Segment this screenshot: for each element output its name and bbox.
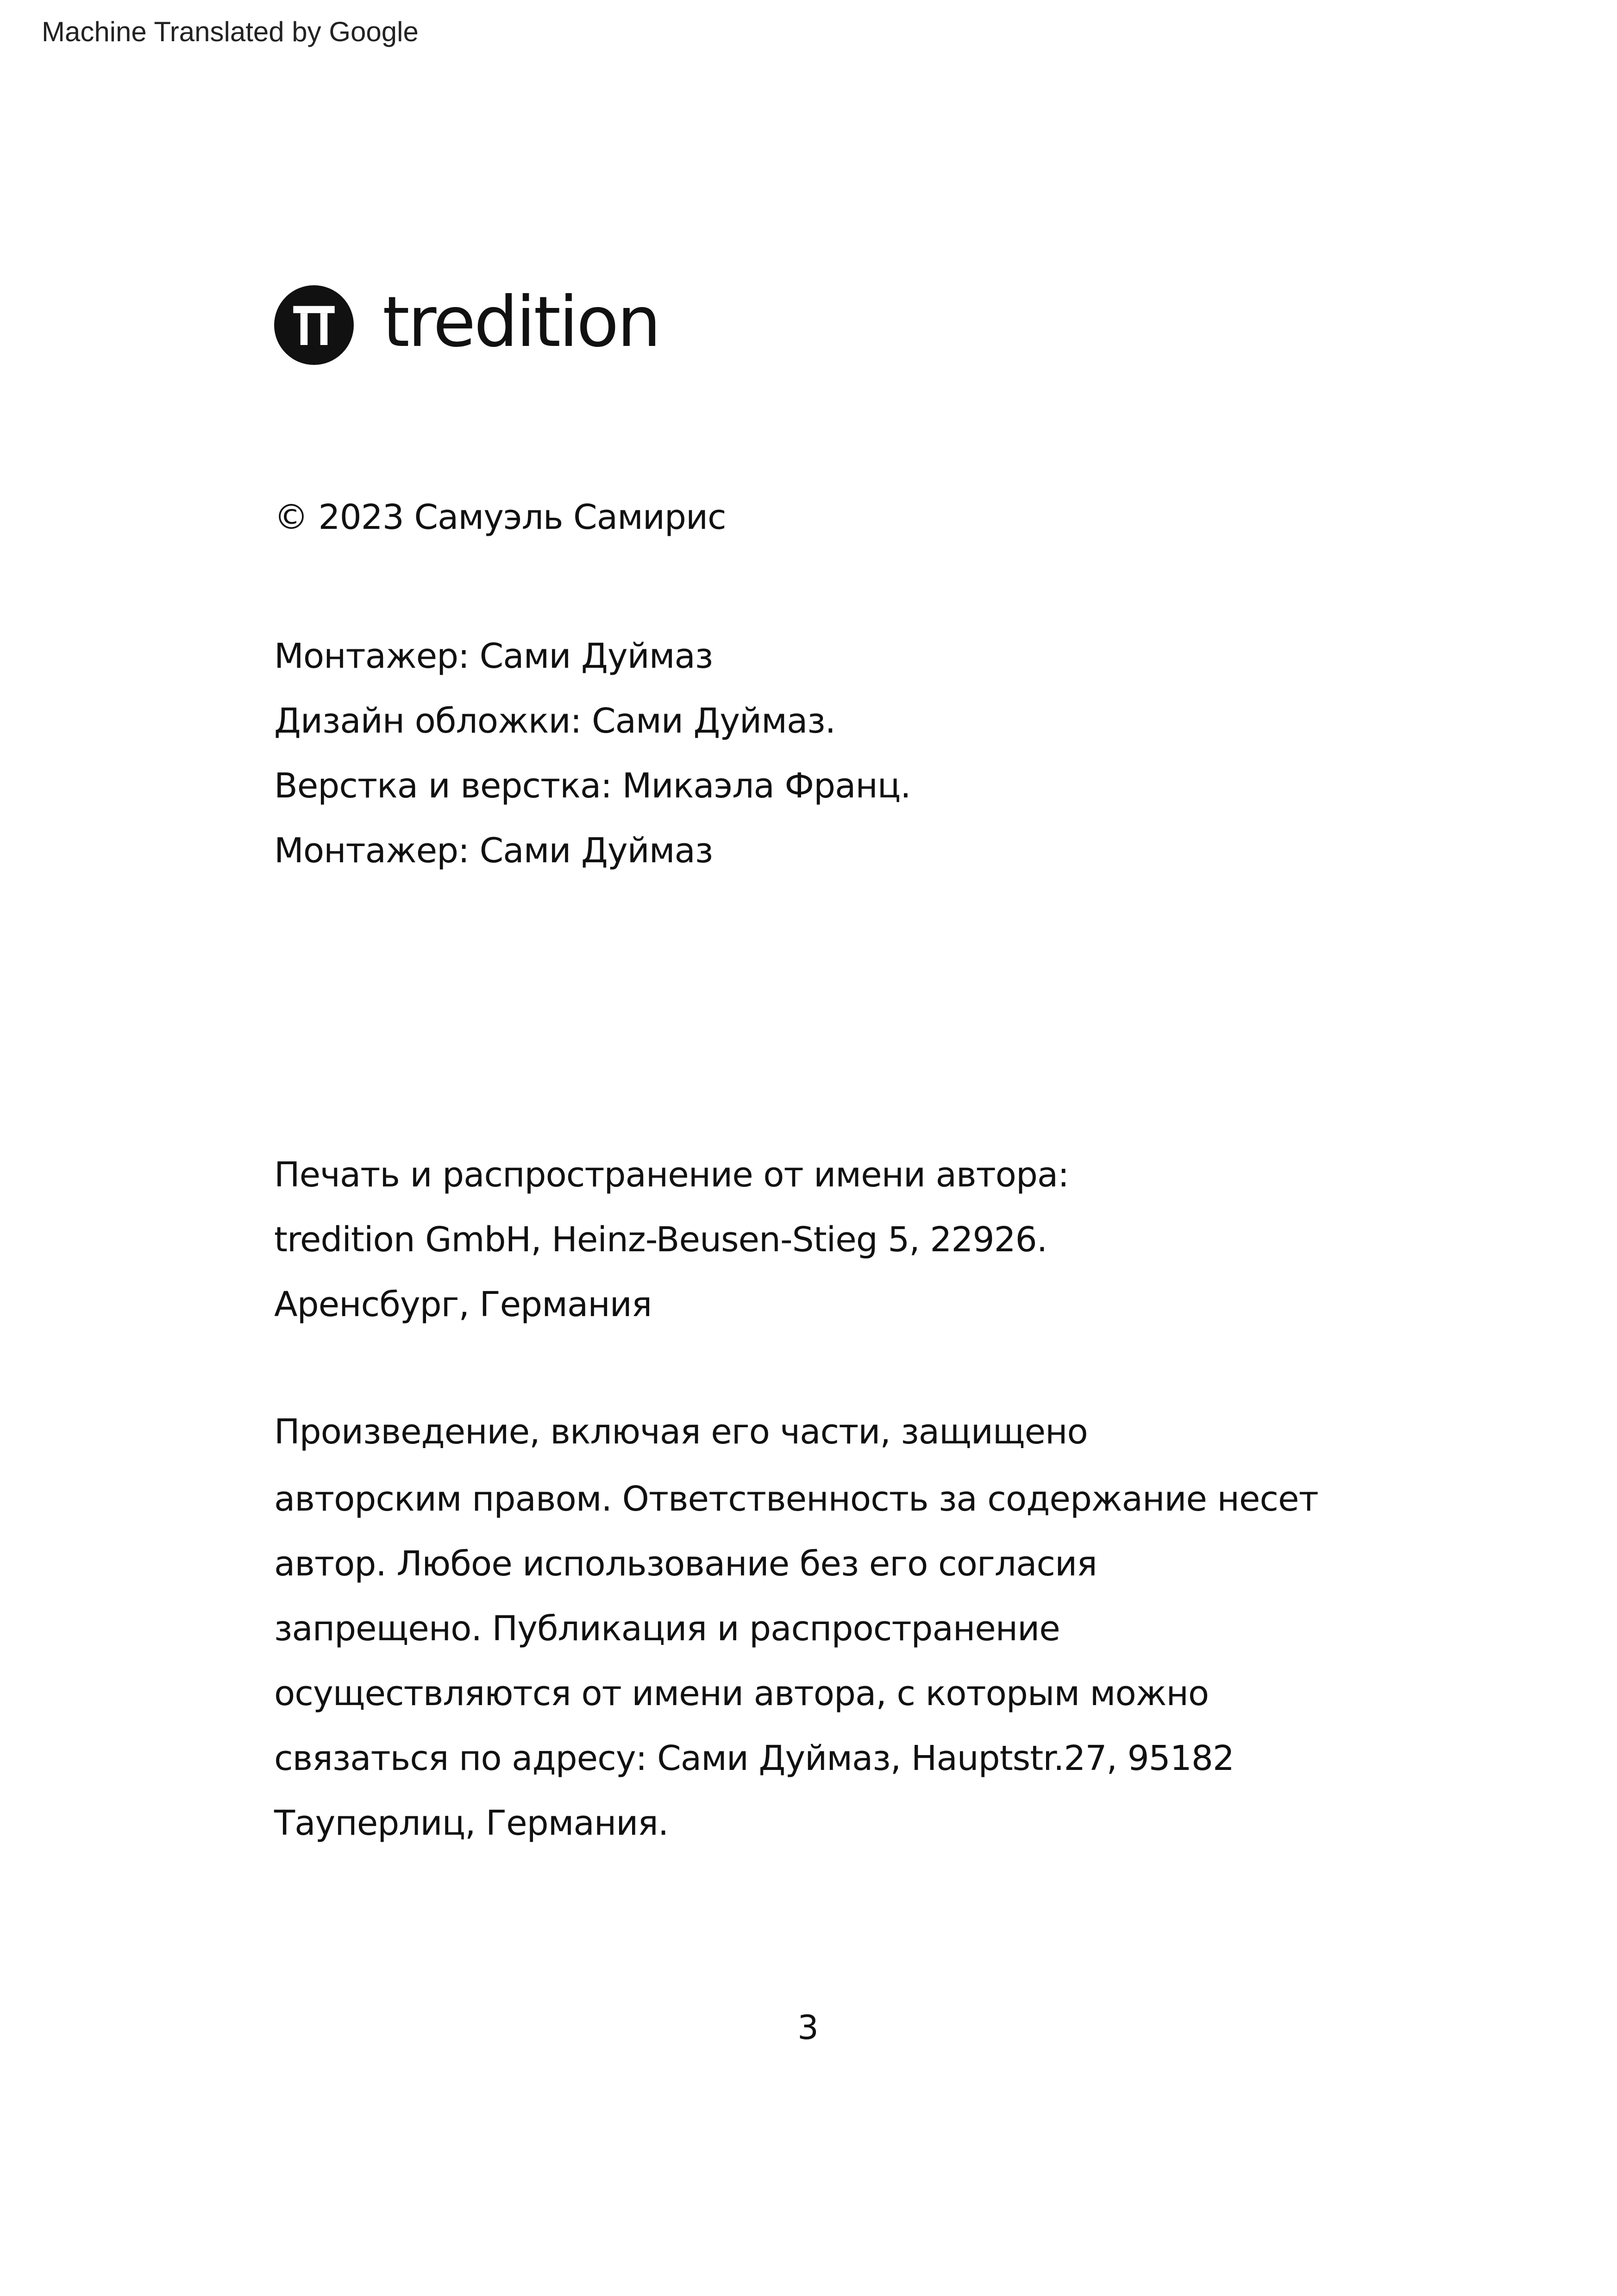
rights-line: запрещено. Публикация и распространение — [274, 1609, 1060, 1649]
logo-wordmark: tredition — [382, 282, 659, 363]
machine-translated-banner: Machine Translated by Google — [42, 16, 419, 47]
publisher-line: Печать и распространение от имени автора: — [274, 1155, 1069, 1195]
credit-line: Монтажер: Сами Дуймаз — [274, 831, 713, 871]
rights-line: осуществляются от имени автора, с которым можно — [274, 1674, 1209, 1713]
credit-line: Верстка и верстка: Микаэла Франц. — [274, 766, 911, 806]
publisher-line: tredition GmbH, Heinz-Beusen-Stieg 5, 22926. — [274, 1220, 1047, 1260]
rights-line: автор. Любое использование без его согласия — [274, 1544, 1097, 1584]
copyright-line: © 2023 Самуэль Самирис — [274, 497, 726, 537]
rights-line: авторским правом. Ответственность за содержание несет — [274, 1479, 1318, 1519]
credit-line: Дизайн обложки: Сами Дуймаз. — [274, 701, 836, 741]
rights-line: связаться по адресу: Сами Дуймаз, Hauptstr.27, 95182 — [274, 1738, 1235, 1778]
page-number: 3 — [797, 2008, 819, 2047]
rights-line: Произведение, включая его части, защищено — [274, 1412, 1088, 1452]
tredition-t-icon — [274, 285, 354, 365]
publisher-line: Аренсбург, Германия — [274, 1285, 652, 1324]
credit-line: Монтажер: Сами Дуймаз — [274, 636, 713, 676]
tredition-logo — [274, 283, 659, 367]
rights-line: Тауперлиц, Германия. — [274, 1803, 669, 1843]
